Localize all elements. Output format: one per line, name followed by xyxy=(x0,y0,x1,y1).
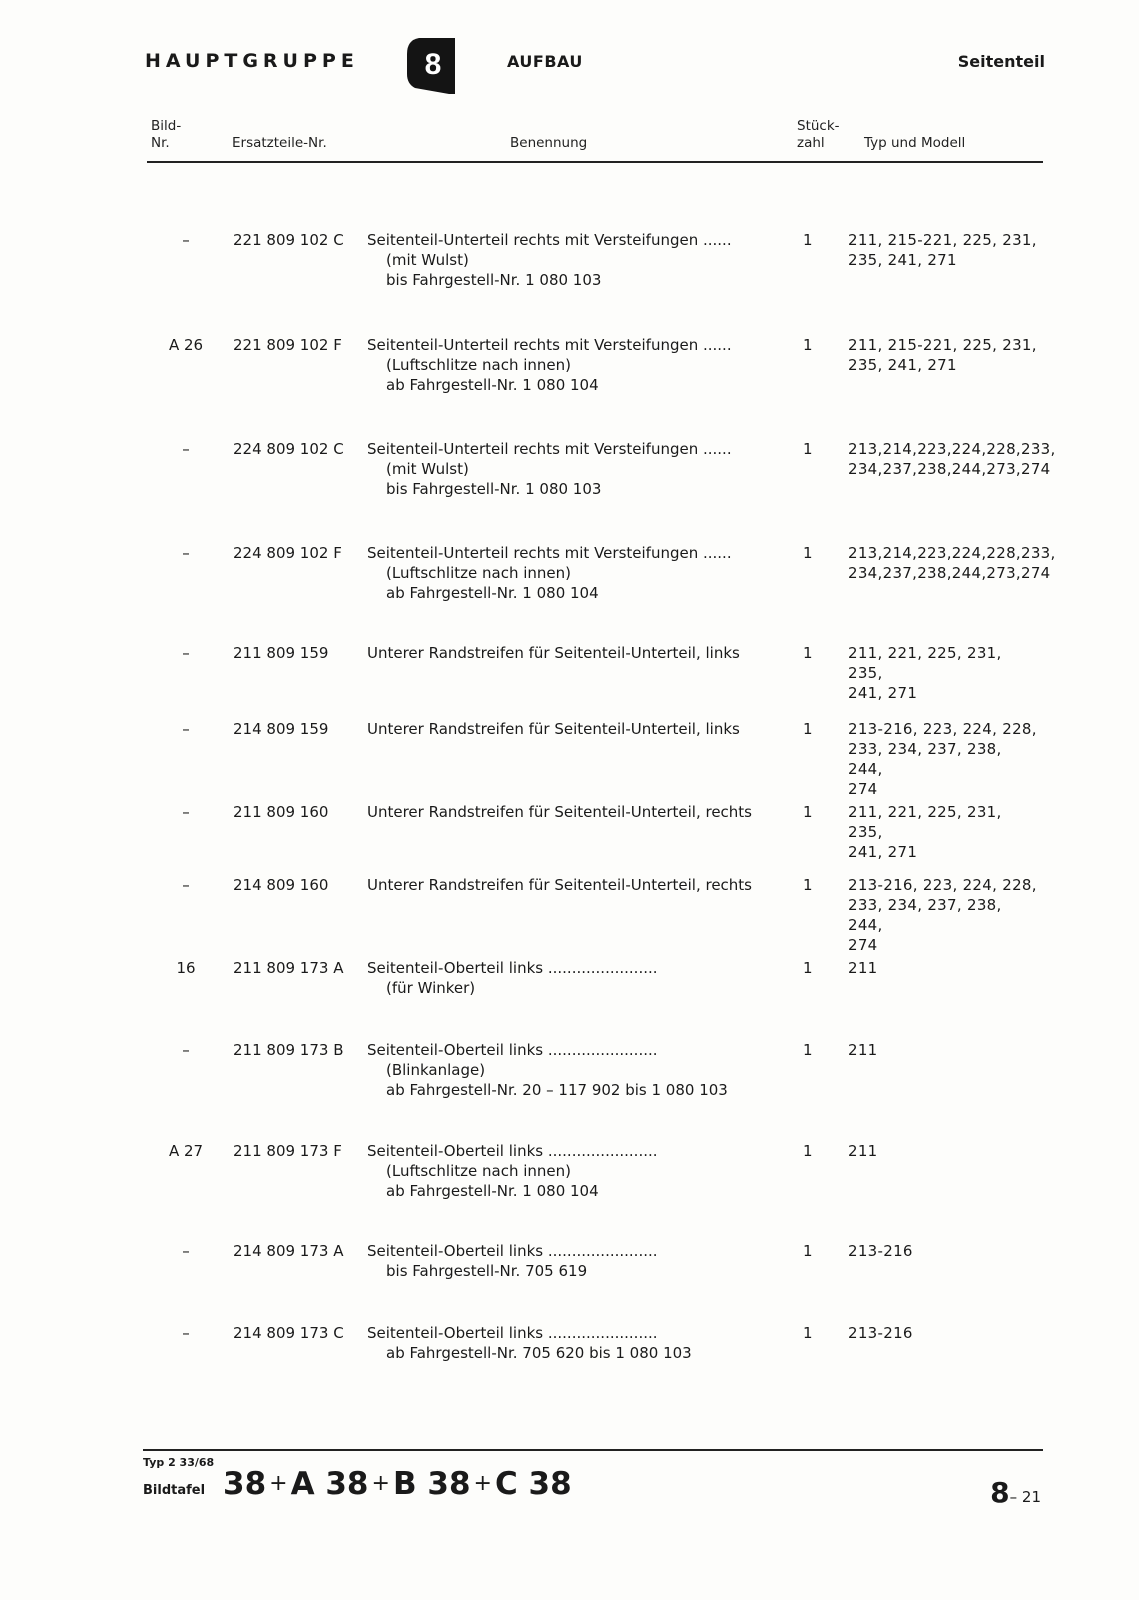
footer-bildtafel-label: Bildtafel xyxy=(143,1483,206,1498)
plus-sign: + xyxy=(269,1471,288,1496)
type-models xyxy=(848,335,1038,375)
column-header-bild-line2: Nr. xyxy=(151,135,170,151)
part-description xyxy=(367,958,772,998)
description-sub2: ab Fahrgestell-Nr. 1 080 104 xyxy=(386,1182,599,1200)
column-header-bild-line1: Bild- xyxy=(151,118,182,134)
type-models xyxy=(848,230,1038,270)
type-line1: 213,214,223,224,228,233, xyxy=(848,440,1056,458)
bild-nr: – xyxy=(182,440,190,458)
type-line1: 211, 215-221, 225, 231, xyxy=(848,336,1037,354)
type-line2: 235, 241, 271 xyxy=(848,356,957,374)
quantity: 1 xyxy=(803,1242,813,1260)
part-number: 224 809 102 F xyxy=(233,544,342,562)
part-description xyxy=(367,802,772,822)
description-main: Seitenteil-Oberteil links ....................... xyxy=(367,1324,658,1342)
part-description xyxy=(367,719,772,739)
description-sub1: (mit Wulst) xyxy=(386,251,469,269)
quantity: 1 xyxy=(803,803,813,821)
column-header-qty-line1: Stück- xyxy=(797,118,840,134)
type-models xyxy=(848,802,1038,862)
type-models xyxy=(848,719,1038,799)
plus-sign: + xyxy=(371,1471,390,1496)
type-models xyxy=(848,958,1038,978)
type-line1: 213-216, 223, 224, 228, xyxy=(848,720,1037,738)
column-header-part-nr: Ersatzteile-Nr. xyxy=(232,135,327,151)
bild-nr: – xyxy=(182,1242,190,1260)
description-sub1: (Luftschlitze nach innen) xyxy=(386,1162,571,1180)
type-line1: 213-216, 223, 224, 228, xyxy=(848,876,1037,894)
page-number-major: 8 xyxy=(990,1476,1010,1509)
type-line1: 211 xyxy=(848,959,878,977)
bild-nr: A 26 xyxy=(168,336,204,354)
description-main: Seitenteil-Unterteil rechts mit Versteifungen ...... xyxy=(367,231,732,249)
footer-rule xyxy=(143,1449,1043,1451)
bild-nr: – xyxy=(182,544,190,562)
description-sub1: (für Winker) xyxy=(386,979,476,997)
bild-nr: – xyxy=(182,1041,190,1059)
description-main: Unterer Randstreifen für Seitenteil-Unterteil, links xyxy=(367,644,740,662)
description-sub1: (Luftschlitze nach innen) xyxy=(386,356,571,374)
column-header-qty-line2: zahl xyxy=(797,135,825,151)
bild-nr: – xyxy=(182,803,190,821)
type-models xyxy=(848,1040,1038,1060)
part-number: 214 809 173 C xyxy=(233,1324,344,1342)
quantity: 1 xyxy=(803,644,813,662)
description-main: Seitenteil-Oberteil links ....................... xyxy=(367,1242,658,1260)
part-description xyxy=(367,1241,772,1281)
bild-nr: 16 xyxy=(176,959,196,977)
part-description xyxy=(367,1040,772,1100)
page-number xyxy=(990,1476,1041,1509)
type-line3: 274 xyxy=(848,780,878,798)
page-number-minor: – 21 xyxy=(1009,1488,1041,1506)
part-description xyxy=(367,439,772,499)
type-line2: 234,237,238,244,273,274 xyxy=(848,460,1051,478)
type-line2: 233, 234, 237, 238, 244, xyxy=(848,740,1002,778)
type-line3: 274 xyxy=(848,936,878,954)
plate-number: 38 xyxy=(223,1466,267,1502)
type-line1: 213,214,223,224,228,233, xyxy=(848,544,1056,562)
type-line1: 213-216 xyxy=(848,1324,913,1342)
part-number: 211 809 173 A xyxy=(233,959,344,977)
type-line2: 235, 241, 271 xyxy=(848,251,957,269)
type-models xyxy=(848,643,1038,703)
description-main: Seitenteil-Unterteil rechts mit Versteifungen ...... xyxy=(367,440,732,458)
bild-nr: A 27 xyxy=(168,1142,204,1160)
description-sub1: (Luftschlitze nach innen) xyxy=(386,564,571,582)
description-sub1: (mit Wulst) xyxy=(386,460,469,478)
type-line1: 211 xyxy=(848,1142,878,1160)
part-number: 221 809 102 C xyxy=(233,231,344,249)
part-number: 214 809 173 A xyxy=(233,1242,344,1260)
plate-number: B 38 xyxy=(392,1466,471,1502)
part-number: 211 809 173 F xyxy=(233,1142,342,1160)
part-number: 211 809 160 xyxy=(233,803,329,821)
type-line2: 241, 271 xyxy=(848,684,918,702)
plate-number: C 38 xyxy=(494,1466,572,1502)
type-line2: 234,237,238,244,273,274 xyxy=(848,564,1051,582)
part-description xyxy=(367,335,772,395)
quantity: 1 xyxy=(803,959,813,977)
bild-nr: – xyxy=(182,876,190,894)
type-models xyxy=(848,439,1056,479)
type-line1: 213-216 xyxy=(848,1242,913,1260)
type-models xyxy=(848,1141,1038,1161)
quantity: 1 xyxy=(803,231,813,249)
type-line2: 241, 271 xyxy=(848,843,918,861)
part-description xyxy=(367,1141,772,1201)
description-main: Seitenteil-Unterteil rechts mit Versteifungen ...... xyxy=(367,544,732,562)
bild-nr: – xyxy=(182,1324,190,1342)
description-main: Unterer Randstreifen für Seitenteil-Unterteil, rechts xyxy=(367,876,752,894)
description-sub2: bis Fahrgestell-Nr. 1 080 103 xyxy=(386,480,602,498)
description-sub2: ab Fahrgestell-Nr. 1 080 104 xyxy=(386,584,599,602)
quantity: 1 xyxy=(803,876,813,894)
part-number: 221 809 102 F xyxy=(233,336,342,354)
description-sub2: ab Fahrgestell-Nr. 20 – 117 902 bis 1 080 103 xyxy=(386,1081,728,1099)
quantity: 1 xyxy=(803,544,813,562)
footer-plate-list xyxy=(223,1466,572,1502)
bild-nr: – xyxy=(182,720,190,738)
section-label: AUFBAU xyxy=(507,52,583,71)
column-header-name: Benennung xyxy=(510,135,588,151)
part-number: 214 809 160 xyxy=(233,876,329,894)
type-models xyxy=(848,1323,1038,1343)
footer-type-code: Typ 2 33/68 xyxy=(143,1456,215,1469)
quantity: 1 xyxy=(803,1324,813,1342)
bild-nr: – xyxy=(182,231,190,249)
group-number: 8 xyxy=(424,48,442,81)
part-number: 211 809 159 xyxy=(233,644,329,662)
part-description xyxy=(367,643,772,663)
description-main: Seitenteil-Oberteil links ....................... xyxy=(367,1142,658,1160)
part-number: 214 809 159 xyxy=(233,720,329,738)
part-description xyxy=(367,230,772,290)
type-line1: 211 xyxy=(848,1041,878,1059)
description-sub2: bis Fahrgestell-Nr. 1 080 103 xyxy=(386,271,602,289)
column-header-type: Typ und Modell xyxy=(864,135,966,151)
description-sub2: ab Fahrgestell-Nr. 1 080 104 xyxy=(386,376,599,394)
part-description xyxy=(367,875,772,895)
part-number: 211 809 173 B xyxy=(233,1041,344,1059)
type-line1: 211, 221, 225, 231, 235, xyxy=(848,644,1002,682)
part-number: 224 809 102 C xyxy=(233,440,344,458)
quantity: 1 xyxy=(803,1041,813,1059)
type-models xyxy=(848,875,1038,955)
description-main: Seitenteil-Oberteil links ....................... xyxy=(367,959,658,977)
description-sub1: ab Fahrgestell-Nr. 705 620 bis 1 080 103 xyxy=(386,1344,692,1362)
quantity: 1 xyxy=(803,720,813,738)
quantity: 1 xyxy=(803,1142,813,1160)
part-description xyxy=(367,543,772,603)
plate-number: A 38 xyxy=(290,1466,369,1502)
type-models xyxy=(848,543,1056,583)
description-sub1: bis Fahrgestell-Nr. 705 619 xyxy=(386,1262,588,1280)
part-description xyxy=(367,1323,772,1363)
page-title: Seitenteil xyxy=(957,52,1045,71)
description-main: Unterer Randstreifen für Seitenteil-Unterteil, rechts xyxy=(367,803,752,821)
description-main: Seitenteil-Oberteil links ....................... xyxy=(367,1041,658,1059)
quantity: 1 xyxy=(803,336,813,354)
bild-nr: – xyxy=(182,644,190,662)
group-label: HAUPTGRUPPE xyxy=(145,50,359,72)
quantity: 1 xyxy=(803,440,813,458)
type-line1: 211, 215-221, 225, 231, xyxy=(848,231,1037,249)
type-line2: 233, 234, 237, 238, 244, xyxy=(848,896,1002,934)
type-models xyxy=(848,1241,1038,1261)
description-main: Unterer Randstreifen für Seitenteil-Unterteil, links xyxy=(367,720,740,738)
plus-sign: + xyxy=(473,1471,492,1496)
type-line1: 211, 221, 225, 231, 235, xyxy=(848,803,1002,841)
description-sub1: (Blinkanlage) xyxy=(386,1061,486,1079)
description-main: Seitenteil-Unterteil rechts mit Versteifungen ...... xyxy=(367,336,732,354)
